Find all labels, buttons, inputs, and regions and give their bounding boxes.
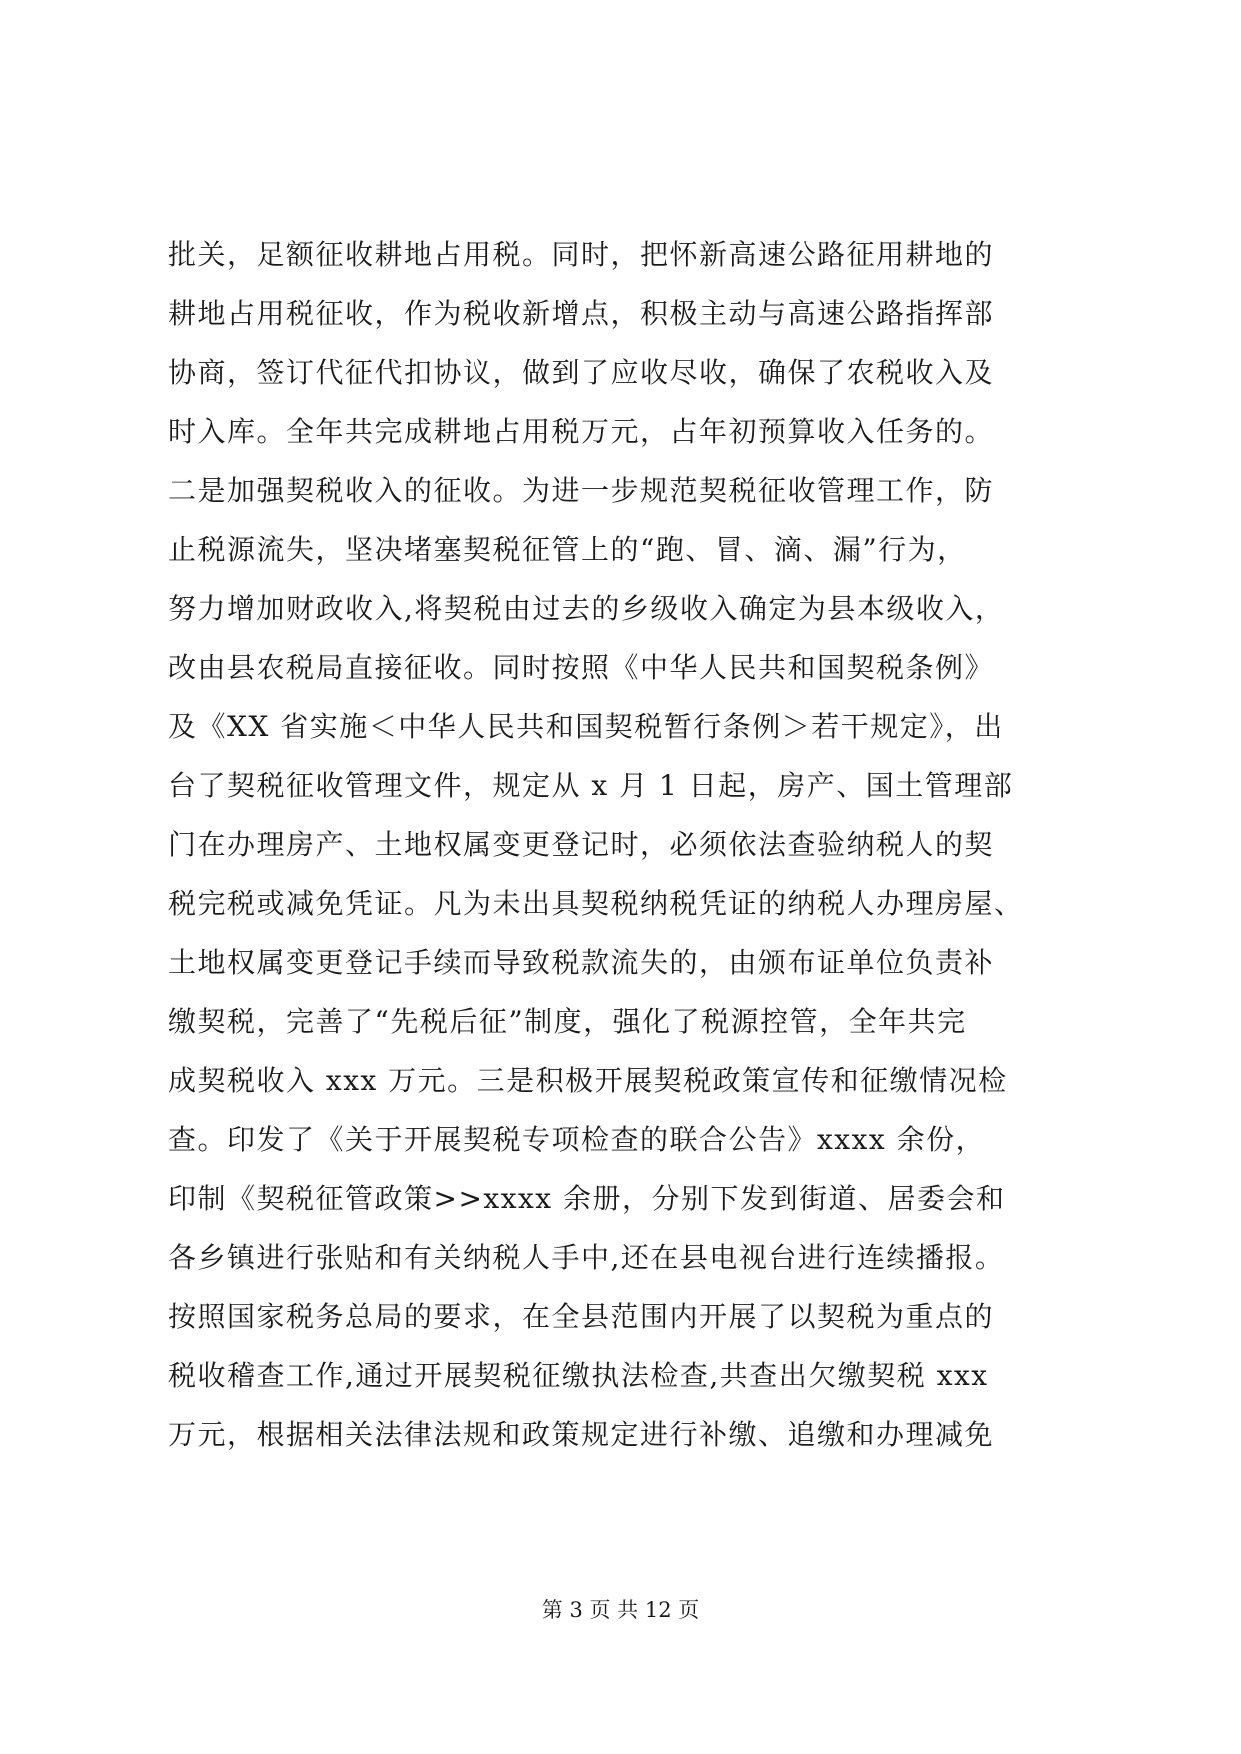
text-line: 土地权属变更登记手续而导致税款流失的，由颁布证单位负责补 bbox=[168, 946, 995, 979]
text-line: 各乡镇进行张贴和有关纳税人手中,还在县电视台进行连续播报。 bbox=[168, 1241, 1005, 1274]
text-line: 查。印发了《关于开展契税专项检查的联合公告》xxxx 余份， bbox=[168, 1123, 986, 1156]
text-line: 印制《契税征管政策>>xxxx 余册，分别下发到街道、居委会和 bbox=[168, 1182, 1006, 1215]
text-line: 缴契税，完善了“先税后征”制度，强化了税源控管，全年共完 bbox=[168, 1005, 967, 1038]
text-line: 耕地占用税征收，作为税收新增点，积极主动与高速公路指挥部 bbox=[168, 297, 995, 330]
text-line: 止税源流失，坚决堵塞契税征管上的“跑、冒、滴、漏”行为， bbox=[168, 533, 967, 566]
text-line: 台了契税征收管理文件，规定从 x 月 1 日起，房产、国土管理部 bbox=[168, 769, 1014, 802]
page-footer: 第 3 页 共 12 页 bbox=[541, 1598, 700, 1622]
text-line: 税完税或减免凭证。凡为未出具契税纳税凭证的纳税人办理房屋、 bbox=[168, 887, 1024, 920]
text-line: 税收稽查工作,通过开展契税征缴执法检查,共查出欠缴契税 xxx bbox=[168, 1359, 989, 1392]
text-line: 二是加强契税收入的征收。为进一步规范契税征收管理工作，防 bbox=[168, 474, 995, 507]
text-line: 门在办理房产、土地权属变更登记时，必须依法查验纳税人的契 bbox=[168, 828, 995, 861]
text-line: 时入库。全年共完成耕地占用税万元，占年初预算收入任务的。 bbox=[168, 415, 995, 448]
text-line: 协商，签订代征代扣协议，做到了应收尽收，确保了农税收入及 bbox=[168, 356, 995, 389]
body-text bbox=[168, 225, 1088, 1464]
text-line: 按照国家税务总局的要求，在全县范围内开展了以契税为重点的 bbox=[168, 1300, 995, 1333]
text-line: 改由县农税局直接征收。同时按照《中华人民共和国契税条例》 bbox=[168, 651, 995, 684]
text-line: 批关，足额征收耕地占用税。同时，把怀新高速公路征用耕地的 bbox=[168, 238, 995, 271]
text-line: 万元，根据相关法律法规和政策规定进行补缴、追缴和办理减免 bbox=[168, 1418, 995, 1451]
text-line: 及《XX 省实施＜中华人民共和国契税暂行条例＞若干规定》，出 bbox=[168, 710, 1004, 743]
text-line: 成契税收入 xxx 万元。三是积极开展契税政策宣传和征缴情况检 bbox=[168, 1064, 1008, 1097]
text-line: 努力增加财政收入,将契税由过去的乡级收入确定为县本级收入， bbox=[168, 592, 1005, 625]
